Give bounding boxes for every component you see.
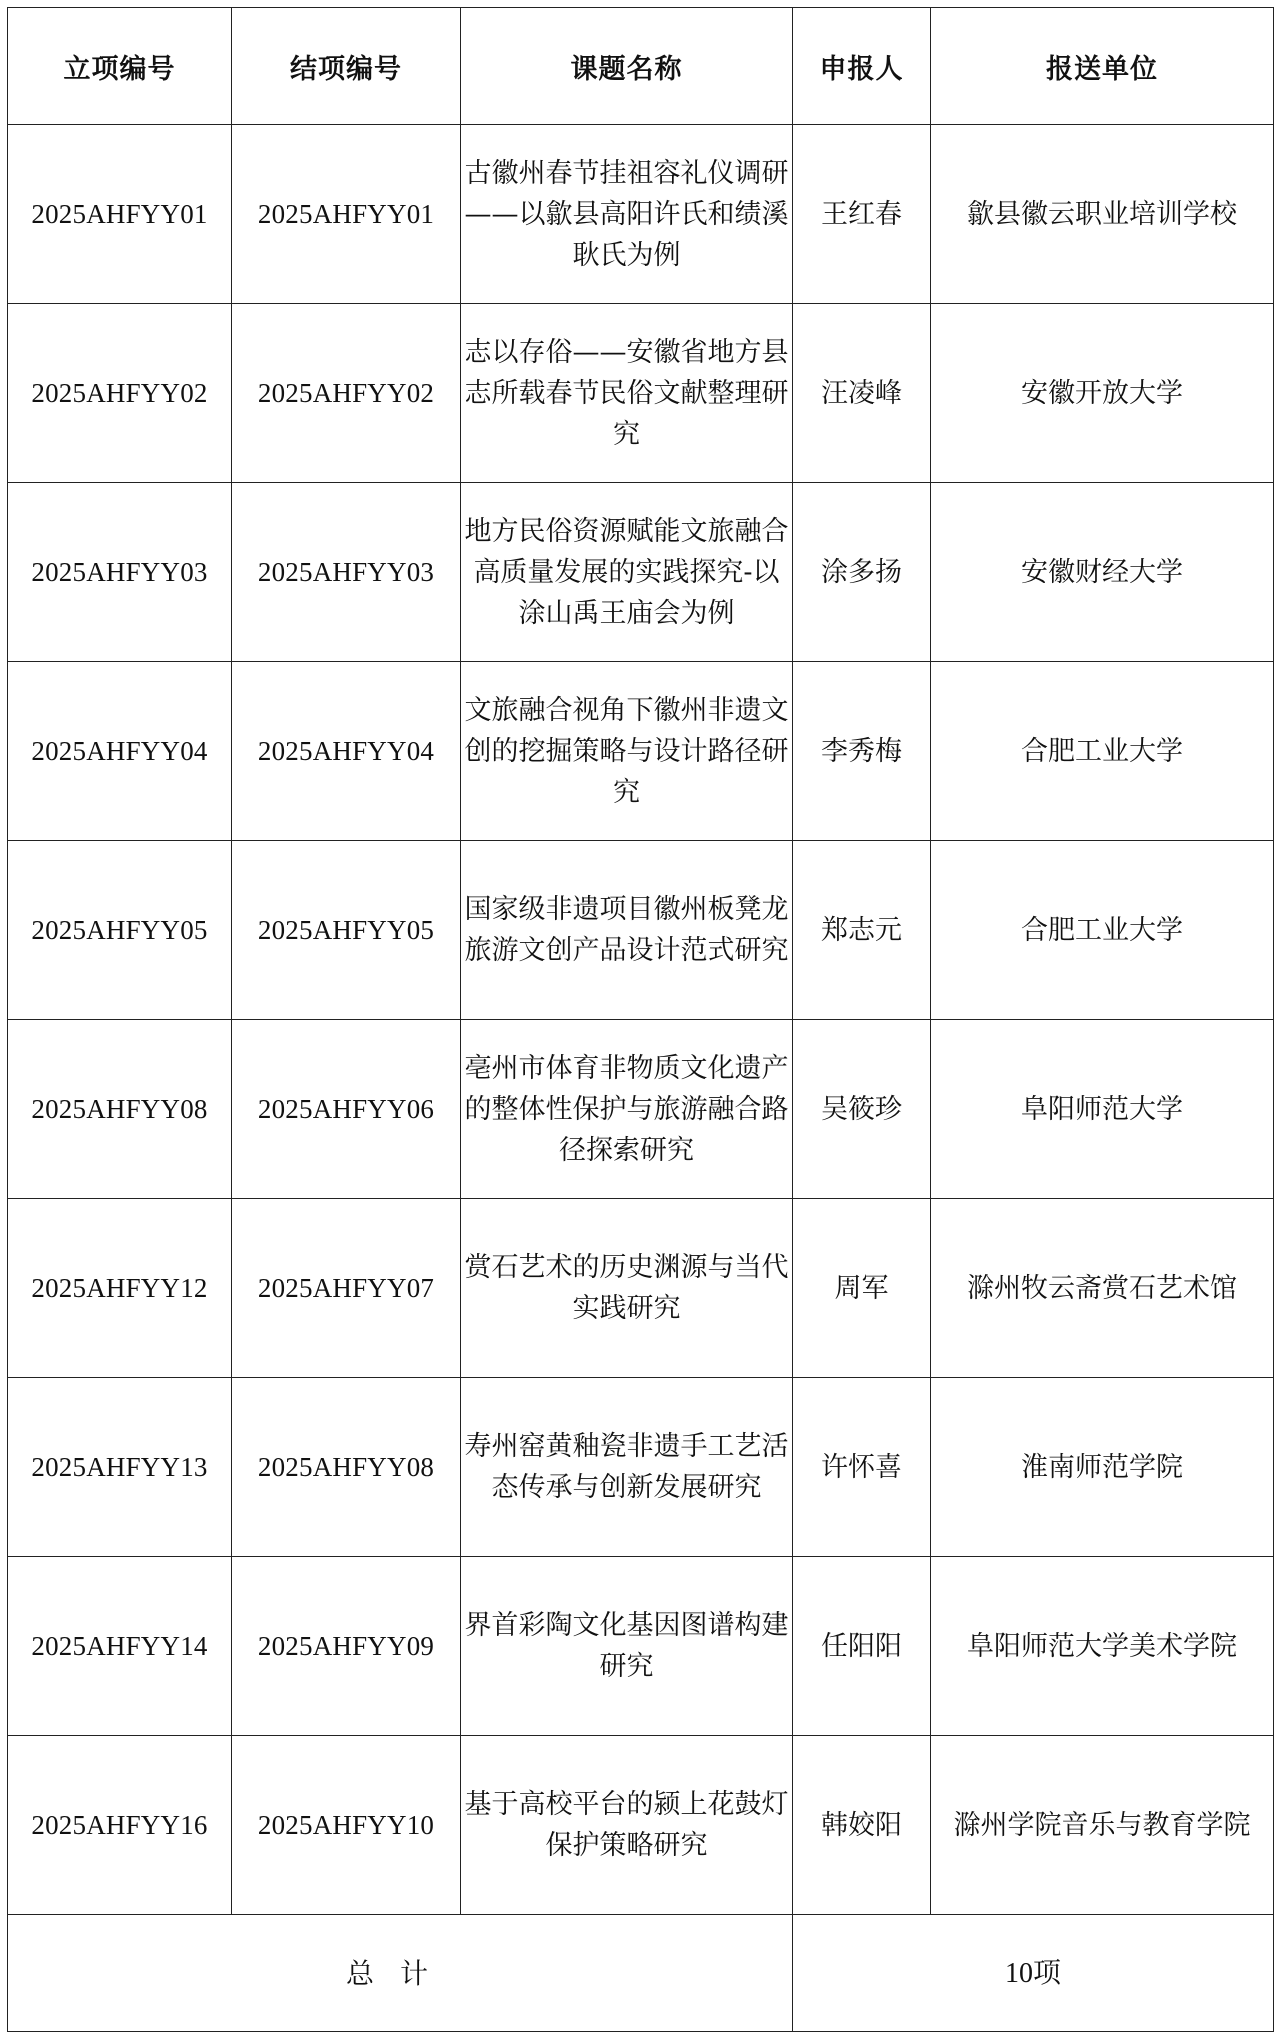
project-no-cell: 2025AHFYY16: [8, 1736, 232, 1915]
title-cell: 界首彩陶文化基因图谱构建研究: [461, 1557, 793, 1736]
column-header-applicant: 申报人: [793, 8, 931, 125]
unit-cell: 阜阳师范大学: [931, 1020, 1274, 1199]
applicant-cell: 韩姣阳: [793, 1736, 931, 1915]
applicant-cell: 许怀喜: [793, 1378, 931, 1557]
project-no-cell: 2025AHFYY02: [8, 304, 232, 483]
total-value: 10项: [793, 1915, 1274, 2032]
header-row: [8, 8, 1274, 125]
unit-cell: 合肥工业大学: [931, 841, 1274, 1020]
unit-cell: 阜阳师范大学美术学院: [931, 1557, 1274, 1736]
title-cell: 寿州窑黄釉瓷非遗手工艺活态传承与创新发展研究: [461, 1378, 793, 1557]
project-no-cell: 2025AHFYY03: [8, 483, 232, 662]
title-cell: 志以存俗——安徽省地方县志所载春节民俗文献整理研究: [461, 304, 793, 483]
column-header-project-no: 立项编号: [8, 8, 232, 125]
unit-cell: 安徽财经大学: [931, 483, 1274, 662]
completion-no-cell: 2025AHFYY10: [232, 1736, 461, 1915]
table-row: [8, 1378, 1274, 1557]
completion-no-cell: 2025AHFYY08: [232, 1378, 461, 1557]
project-no-cell: 2025AHFYY04: [8, 662, 232, 841]
table-row: [8, 483, 1274, 662]
unit-cell: 滁州牧云斋赏石艺术馆: [931, 1199, 1274, 1378]
project-no-cell: 2025AHFYY14: [8, 1557, 232, 1736]
title-cell: 基于高校平台的颍上花鼓灯保护策略研究: [461, 1736, 793, 1915]
table-row: [8, 662, 1274, 841]
table-row: [8, 304, 1274, 483]
column-header-title: 课题名称: [461, 8, 793, 125]
unit-cell: 淮南师范学院: [931, 1378, 1274, 1557]
table-row: [8, 125, 1274, 304]
table-row: [8, 1557, 1274, 1736]
column-header-unit: 报送单位: [931, 8, 1274, 125]
project-no-cell: 2025AHFYY08: [8, 1020, 232, 1199]
unit-cell: 安徽开放大学: [931, 304, 1274, 483]
project-no-cell: 2025AHFYY05: [8, 841, 232, 1020]
applicant-cell: 任阳阳: [793, 1557, 931, 1736]
table-row: [8, 1199, 1274, 1378]
table-row: [8, 1020, 1274, 1199]
applicant-cell: 李秀梅: [793, 662, 931, 841]
title-cell: 亳州市体育非物质文化遗产的整体性保护与旅游融合路径探索研究: [461, 1020, 793, 1199]
completion-no-cell: 2025AHFYY06: [232, 1020, 461, 1199]
completion-no-cell: 2025AHFYY04: [232, 662, 461, 841]
unit-cell: 滁州学院音乐与教育学院: [931, 1736, 1274, 1915]
total-label: 总计: [8, 1915, 793, 2032]
applicant-cell: 涂多扬: [793, 483, 931, 662]
title-cell: 赏石艺术的历史渊源与当代实践研究: [461, 1199, 793, 1378]
total-row: [8, 1915, 1274, 2032]
title-cell: 地方民俗资源赋能文旅融合高质量发展的实践探究-以涂山禹王庙会为例: [461, 483, 793, 662]
applicant-cell: 王红春: [793, 125, 931, 304]
unit-cell: 合肥工业大学: [931, 662, 1274, 841]
completion-no-cell: 2025AHFYY09: [232, 1557, 461, 1736]
applicant-cell: 郑志元: [793, 841, 931, 1020]
title-cell: 文旅融合视角下徽州非遗文创的挖掘策略与设计路径研究: [461, 662, 793, 841]
project-no-cell: 2025AHFYY13: [8, 1378, 232, 1557]
applicant-cell: 汪凌峰: [793, 304, 931, 483]
table-row: [8, 1736, 1274, 1915]
table-row: [8, 841, 1274, 1020]
completion-no-cell: 2025AHFYY07: [232, 1199, 461, 1378]
completion-no-cell: 2025AHFYY03: [232, 483, 461, 662]
unit-cell: 歙县徽云职业培训学校: [931, 125, 1274, 304]
project-no-cell: 2025AHFYY01: [8, 125, 232, 304]
completion-no-cell: 2025AHFYY02: [232, 304, 461, 483]
project-no-cell: 2025AHFYY12: [8, 1199, 232, 1378]
applicant-cell: 吴筱珍: [793, 1020, 931, 1199]
project-table: [7, 7, 1274, 2032]
applicant-cell: 周军: [793, 1199, 931, 1378]
title-cell: 古徽州春节挂祖容礼仪调研——以歙县高阳许氏和绩溪耿氏为例: [461, 125, 793, 304]
title-cell: 国家级非遗项目徽州板凳龙旅游文创产品设计范式研究: [461, 841, 793, 1020]
completion-no-cell: 2025AHFYY01: [232, 125, 461, 304]
column-header-completion-no: 结项编号: [232, 8, 461, 125]
completion-no-cell: 2025AHFYY05: [232, 841, 461, 1020]
